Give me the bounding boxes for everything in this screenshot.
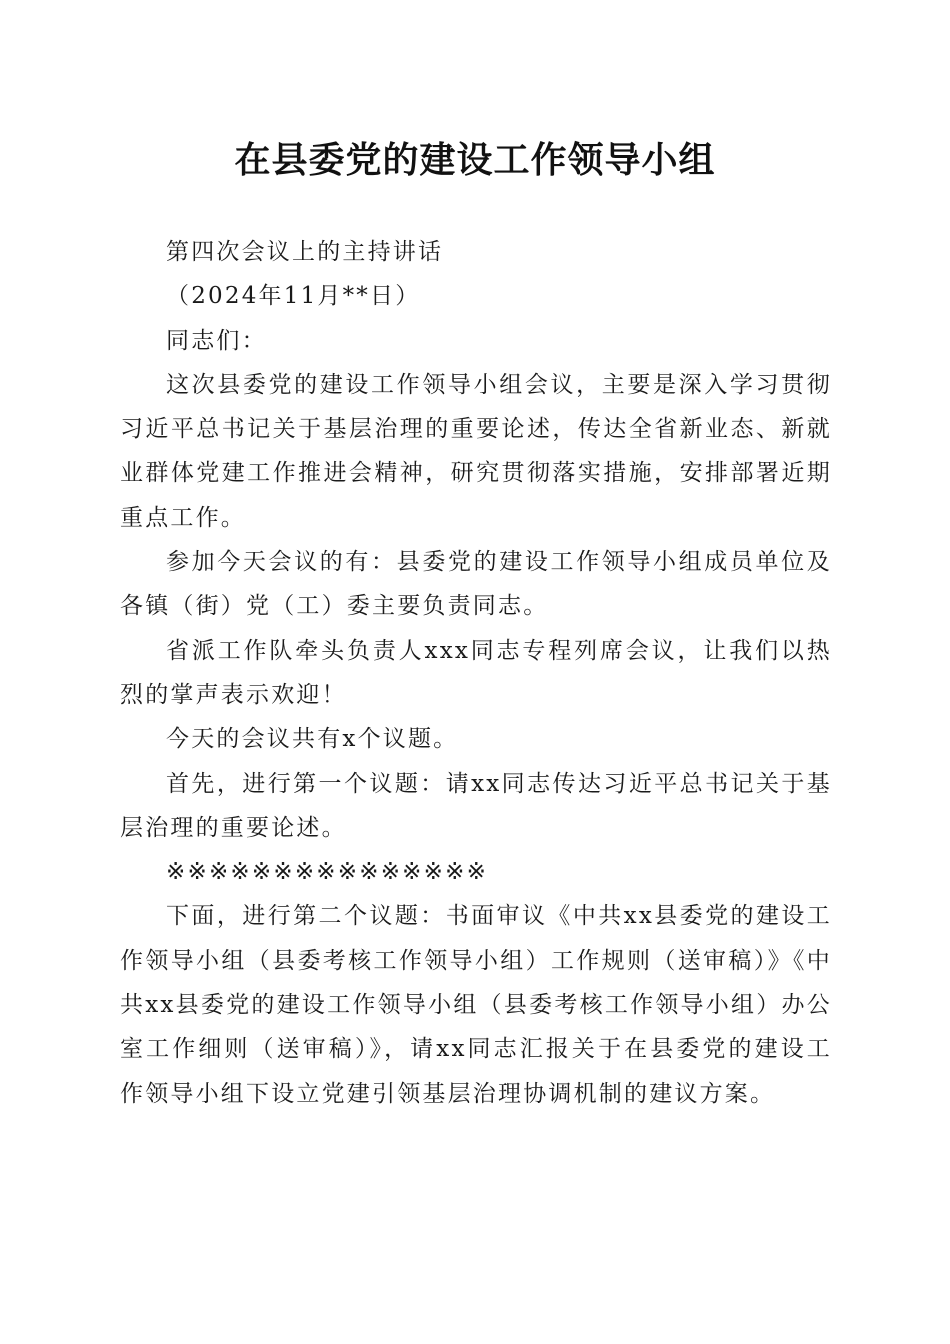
body-paragraph: 首先，进行第一个议题：请xx同志传达习近平总书记关于基层治理的重要论述。 <box>120 770 832 841</box>
separator-paragraph: ※※※※※※※※※※※※※※※ <box>166 859 489 886</box>
document-body <box>120 230 832 1116</box>
body-paragraph: 这次县委党的建设工作领导小组会议，主要是深入学习贯彻习近平总书记关于基层治理的重要论述，传达全省新业态、新就业群体党建工作推进会精神，研究贯彻落实措施，安排部署近期重点工作。 <box>120 371 832 531</box>
body-paragraph: 下面，进行第二个议题：书面审议《中共xx县委党的建设工作领导小组（县委考核工作领导小组）工作规则（送审稿）》《中共xx县委党的建设工作领导小组（县委考核工作领导小组）办公室工作细则（送审稿）》，请xx同志汇报关于在县委党的建设工作领导小组下设立党建引领基层治理协调机制的建议方案。 <box>120 903 832 1107</box>
body-paragraph: 省派工作队牵头负责人xxx同志专程列席会议，让我们以热烈的掌声表示欢迎！ <box>120 637 832 708</box>
document-title: 在县委党的建设工作领导小组 <box>234 139 716 181</box>
salutation-paragraph: 同志们： <box>166 327 267 354</box>
subtitle-paragraph: 第四次会议上的主持讲话 <box>166 239 444 265</box>
body-paragraph: 参加今天会议的有：县委党的建设工作领导小组成员单位及各镇（街）党（工）委主要负责同志。 <box>120 549 832 620</box>
body-paragraph: 今天的会议共有x个议题。 <box>166 726 459 753</box>
date-paragraph: （2024年11月**日） <box>166 283 421 310</box>
